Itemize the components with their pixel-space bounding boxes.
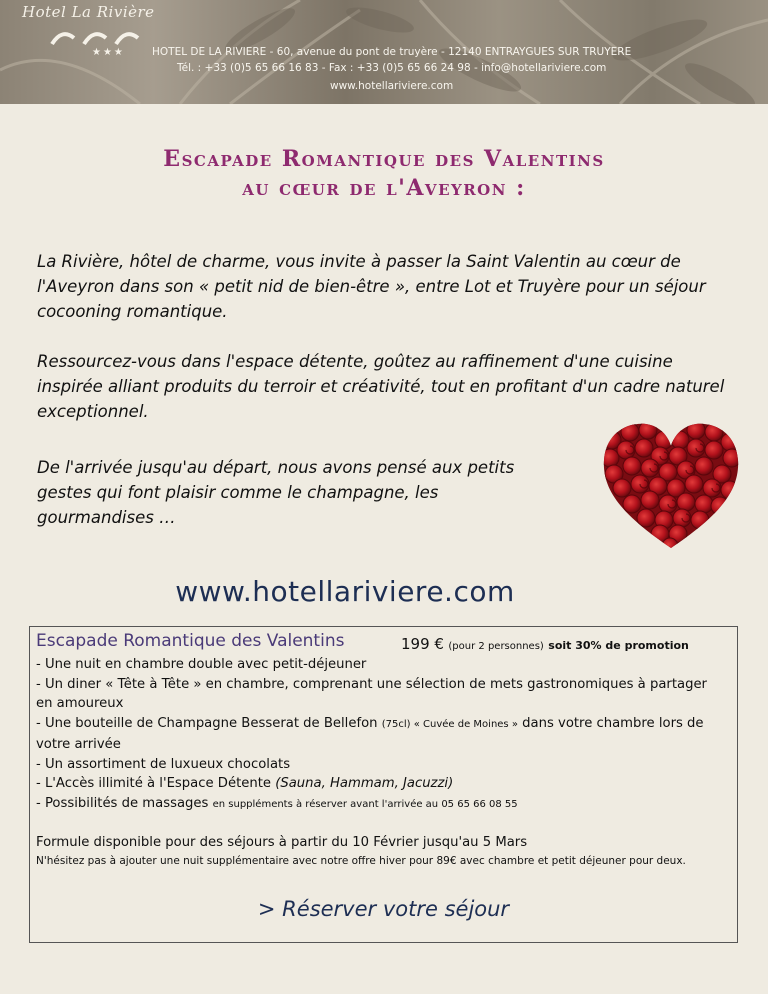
offer-price: 199 € (401, 635, 444, 653)
offer-promo: soit 30% de promotion (548, 639, 689, 652)
header-contact: Tél. : +33 (0)5 65 66 16 83 - Fax : +33 (0)5 65 66 24 98 - info@hotellariviere.com (177, 62, 607, 74)
offer-items-list (36, 655, 726, 815)
hotel-logo-text: Hotel La Rivière (22, 3, 155, 21)
header-banner (0, 0, 768, 104)
offer-availability: Formule disponible pour des séjours à partir du 10 Février jusqu'au 5 Mars (36, 835, 528, 850)
offer-item: - Possibilités de massages en suppléments à réserver avant l'arrivée au 05 65 66 08 55 (36, 795, 518, 811)
offer-extra-night-note: N'hésitez pas à ajouter une nuit supplémentaire avec notre offre hiver pour 89€ avec chambre et petit déjeuner pour deux. (36, 855, 686, 867)
gifts-paragraph: De l'arrivée jusqu'au départ, nous avons pensé aux petits gestes qui font plaisir comme le champagne, les gourmandises … (37, 458, 515, 527)
intro-paragraph: La Rivière, hôtel de charme, vous invite à passer la Saint Valentin au cœur de l'Aveyron dans son « petit nid de bien-être », entre Lot et Truyère pour un séjour cocooning romantique. (37, 252, 706, 321)
website-link[interactable]: www.hotellariviere.com (175, 575, 515, 608)
rose-heart-image (602, 420, 740, 550)
header-address: HOTEL DE LA RIVIERE - 60, avenue du pont de truyère - 12140 ENTRAYGUES SUR TRUYERE (152, 46, 632, 58)
offer-persons: (pour 2 personnes) (448, 641, 544, 652)
offer-item: - L'Accès illimité à l'Espace Détente (Sauna, Hammam, Jacuzzi) (36, 776, 454, 792)
header-website-link[interactable]: www.hotellariviere.com (330, 80, 454, 92)
offer-item: - Un diner « Tête à Tête » en chambre, comprenant une sélection de mets gastronomiques à partager en amoureux (36, 676, 707, 712)
reserve-stay-link[interactable]: > Réserver votre séjour (257, 897, 510, 921)
page-title-line1: Escapade Romantique des Valentins (163, 146, 605, 172)
offer-heading: Escapade Romantique des Valentins (36, 631, 345, 651)
hotel-stars: ★★★ (92, 47, 125, 58)
page-title-line2: au cœur de l'Aveyron : (242, 175, 526, 201)
offer-box (29, 626, 738, 943)
relax-paragraph: Ressourcez-vous dans l'espace détente, goûtez au raffinement d'une cuisine inspirée alliant produits du terroir et créativité, tout en profitant d'un cadre naturel exceptionnel. (37, 352, 725, 421)
offer-item: - Un assortiment de luxueux chocolats (36, 756, 291, 772)
offer-item: - Une nuit en chambre double avec petit-déjeuner (36, 657, 367, 672)
offer-item: - Une bouteille de Champagne Besserat de Bellefon (75cl) « Cuvée de Moines » dans votre chambre lors de votre arrivée (36, 716, 704, 752)
offer-price-line (401, 635, 689, 653)
